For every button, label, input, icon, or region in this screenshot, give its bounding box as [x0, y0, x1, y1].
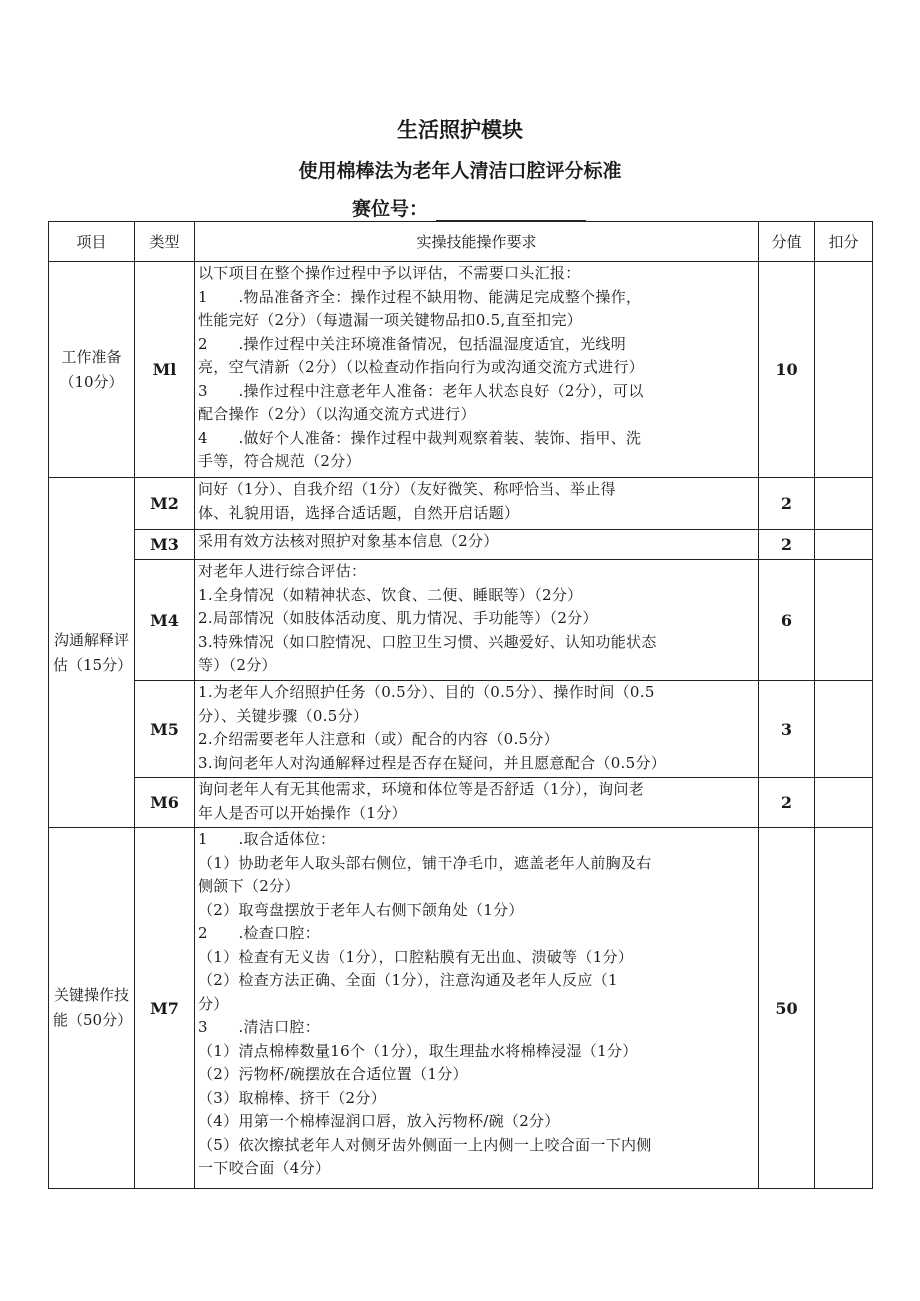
- requirement-line: 等）（2分）: [198, 656, 277, 674]
- score-m2: 2: [759, 478, 815, 530]
- document-subtitle: 使用棉棒法为老年人清洁口腔评分标准: [298, 160, 622, 182]
- requirement-line: 对老年人进行综合评估：: [198, 562, 367, 580]
- requirement-line: 2 .检查口腔：: [198, 924, 321, 942]
- requirement-line: 2.介绍需要老年人注意和（或）配合的内容（0.5分）: [198, 730, 559, 748]
- type-m4: M4: [135, 560, 195, 681]
- item-key-operation-skills: 关键操作技能（50分）: [49, 828, 135, 1189]
- requirement-line: 体、礼貌用语，选择合适话题，自然开启话题）: [198, 503, 520, 522]
- deduction-m7: [815, 828, 873, 1189]
- requirement-line: （2）检查方法正确、全面（1分），注意沟通及老年人反应（1: [198, 971, 618, 989]
- table-row-m4: [49, 560, 873, 681]
- requirements-m6: [195, 778, 759, 828]
- score-m4: 6: [759, 560, 815, 681]
- requirement-line: 侧颌下（2分）: [198, 877, 300, 895]
- requirement-line: 询问老年人有无其他需求，环境和体位等是否舒适（1分），询问老: [198, 780, 645, 798]
- seat-number-blank: [436, 202, 586, 221]
- requirement-line: 采用有效方法核对照护对象基本信息（2分）: [198, 532, 499, 550]
- score-m3: 2: [759, 530, 815, 560]
- requirement-line: 4 .做好个人准备：操作过程中裁判观察着装、装饰、指甲、洗: [198, 428, 642, 447]
- module-title: 生活照护模块: [397, 118, 523, 142]
- table-row-m6: [49, 778, 873, 828]
- table-row-m7: [49, 828, 873, 1189]
- requirement-line: （5）依次擦拭老年人对侧牙齿外侧面一上内侧一上咬合面一下内侧: [198, 1135, 652, 1154]
- requirements-m5: [195, 681, 759, 778]
- requirement-line: 2 .操作过程中关注环境准备情况，包括温湿度适宜，光线明: [198, 334, 627, 353]
- score-m6: 2: [759, 778, 815, 828]
- requirement-line: 3.询问老年人对沟通解释过程是否存在疑问，并且愿意配合（0.5分）: [198, 753, 667, 772]
- header-deduction: 扣分: [815, 222, 873, 262]
- requirement-line: （1）清点棉棒数量16个（1分），取生理盐水将棉棒浸湿（1分）: [198, 1041, 638, 1060]
- requirement-line: 1.为老年人介绍照护任务（0.5分）、目的（0.5分）、操作时间（0.5: [198, 683, 655, 701]
- score-m5: 3: [759, 681, 815, 778]
- table-header-row: [49, 222, 873, 262]
- requirement-line: 3 .清洁口腔：: [198, 1018, 321, 1036]
- requirements-m3: [195, 530, 759, 560]
- requirement-line: 1 .取合适体位：: [198, 830, 336, 848]
- requirement-line: 性能完好（2分）（每遗漏一项关键物品扣0.5,直至扣完）: [198, 311, 583, 329]
- deduction-m1: [815, 262, 873, 478]
- scoring-table: [48, 221, 873, 1189]
- deduction-m2: [815, 478, 873, 530]
- type-m6: M6: [135, 778, 195, 828]
- header-requirements: 实操技能操作要求: [195, 222, 759, 262]
- header-item: 项目: [49, 222, 135, 262]
- requirement-line: （3）取棉棒、挤干（2分）: [198, 1088, 386, 1107]
- requirement-line: 分）、关键步骤（0.5分）: [198, 706, 369, 725]
- requirement-line: 手等，符合规范（2分）: [198, 452, 361, 470]
- requirement-line: 3 .操作过程中注意老年人准备：老年人状态良好（2分），可以: [198, 381, 644, 400]
- requirement-line: （2）取弯盘摆放于老年人右侧下颌角处（1分）: [198, 900, 524, 919]
- type-m7: M7: [135, 828, 195, 1189]
- seat-number-field: [352, 194, 586, 221]
- table-row-m1: [49, 262, 873, 478]
- type-m3: M3: [135, 530, 195, 560]
- table-row-m5: [49, 681, 873, 778]
- requirement-line: 以下项目在整个操作过程中予以评估，不需要口头汇报：: [198, 264, 581, 282]
- requirements-m2: [195, 478, 759, 530]
- deduction-m3: [815, 530, 873, 560]
- requirements-m4: [195, 560, 759, 681]
- type-m1: Ml: [135, 262, 195, 478]
- requirement-line: 1 .物品准备齐全：操作过程不缺用物、能满足完成整个操作，: [198, 287, 642, 306]
- score-m7: 50: [759, 828, 815, 1189]
- deduction-m6: [815, 778, 873, 828]
- requirement-line: （1）检查有无义齿（1分），口腔粘膜有无出血、溃破等（1分）: [198, 947, 634, 966]
- table-row-m3: [49, 530, 873, 560]
- requirement-line: （2）污物杯/碗摆放在合适位置（1分）: [198, 1065, 468, 1083]
- header-score: 分值: [759, 222, 815, 262]
- requirement-line: 问好（1分）、自我介绍（1分）（友好微笑、称呼恰当、举止得: [198, 480, 616, 498]
- score-m1: 10: [759, 262, 815, 478]
- deduction-m4: [815, 560, 873, 681]
- deduction-m5: [815, 681, 873, 778]
- requirement-line: 亮，空气清新（2分）（以检查动作指向行为或沟通交流方式进行）: [198, 358, 645, 376]
- item-work-preparation: 工作准备（10分）: [49, 262, 135, 478]
- requirement-line: 年人是否可以开始操作（1分）: [198, 803, 407, 822]
- header-type: 类型: [135, 222, 195, 262]
- requirement-line: （4）用第一个棉棒湿润口唇，放入污物杯/碗（2分）: [198, 1112, 560, 1130]
- seat-number-label: 赛位号：: [352, 198, 429, 220]
- requirement-line: 3.特殊情况（如口腔情况、口腔卫生习惯、兴趣爱好、认知功能状态: [198, 632, 657, 651]
- requirement-line: 一下咬合面（4分）: [198, 1159, 331, 1177]
- requirement-line: 配合操作（2分）（以沟通交流方式进行）: [198, 405, 476, 423]
- requirements-m7: [195, 828, 759, 1189]
- requirements-m1: [195, 262, 759, 478]
- table-row-m2: [49, 478, 873, 530]
- type-m5: M5: [135, 681, 195, 778]
- requirement-line: （1）协助老年人取头部右侧位，铺干净毛巾，遮盖老年人前胸及右: [198, 853, 652, 872]
- requirement-line: 2.局部情况（如肢体活动度、肌力情况、手功能等）（2分）: [198, 609, 598, 627]
- requirement-line: 1.全身情况（如精神状态、饮食、二便、睡眠等）（2分）: [198, 585, 583, 604]
- type-m2: M2: [135, 478, 195, 530]
- requirement-line: 分）: [198, 994, 229, 1013]
- item-communication-evaluation: 沟通解释评估（15分）: [49, 478, 135, 828]
